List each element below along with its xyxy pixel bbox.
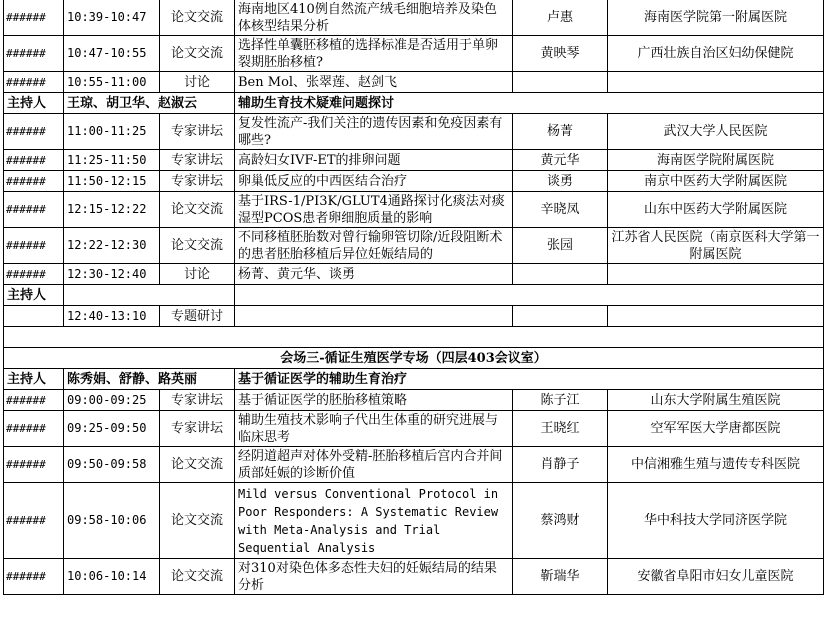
session-theme [235, 285, 824, 306]
date-cell: ###### [4, 0, 64, 36]
institution-cell: 山东中医药大学附属医院 [608, 192, 824, 228]
speaker-cell: 卢惠 [513, 0, 608, 36]
chair-row [4, 369, 824, 390]
date-cell: ###### [4, 411, 64, 447]
date-cell: ###### [4, 150, 64, 171]
speaker-cell: 蔡鸿财 [513, 483, 608, 559]
type-cell: 专家讲坛 [160, 390, 235, 411]
time-cell: 10:47-10:55 [64, 36, 160, 72]
institution-cell [608, 72, 824, 93]
type-cell: 专家讲坛 [160, 150, 235, 171]
type-cell: 专题研讨 [160, 306, 235, 327]
topic-cell [235, 306, 513, 327]
speaker-cell: 辛晓凤 [513, 192, 608, 228]
table-row [4, 150, 824, 171]
chair-label: 主持人 [4, 93, 64, 114]
chair-row [4, 285, 824, 306]
spacer-cell [4, 327, 824, 348]
spacer-row [4, 327, 824, 348]
speaker-cell [513, 264, 608, 285]
time-cell: 09:25-09:50 [64, 411, 160, 447]
date-cell: ###### [4, 559, 64, 595]
table-row [4, 72, 824, 93]
type-cell: 论文交流 [160, 447, 235, 483]
type-cell: 论文交流 [160, 192, 235, 228]
date-cell [4, 306, 64, 327]
institution-cell: 山东大学附属生殖医院 [608, 390, 824, 411]
time-cell: 12:30-12:40 [64, 264, 160, 285]
date-cell: ###### [4, 114, 64, 150]
topic-cell: Mild versus Conventional Protocol in Poor Responders: A Systematic Review with Meta-Analysis and Trial Sequential Analysis [235, 483, 513, 559]
type-cell: 专家讲坛 [160, 171, 235, 192]
time-cell: 10:55-11:00 [64, 72, 160, 93]
speaker-cell: 靳瑞华 [513, 559, 608, 595]
topic-cell: 卵巢低反应的中西医结合治疗 [235, 171, 513, 192]
chair-row [4, 93, 824, 114]
topic-cell: 经阴道超声对体外受精-胚胎移植后宫内合并间质部妊娠的诊断价值 [235, 447, 513, 483]
type-cell: 专家讲坛 [160, 114, 235, 150]
speaker-cell: 陈子江 [513, 390, 608, 411]
table-row [4, 171, 824, 192]
chair-names: 陈秀娟、舒静、路英丽 [64, 369, 235, 390]
type-cell: 讨论 [160, 72, 235, 93]
time-cell: 09:00-09:25 [64, 390, 160, 411]
date-cell: ###### [4, 171, 64, 192]
institution-cell [608, 306, 824, 327]
speaker-cell: 张园 [513, 228, 608, 264]
time-cell: 12:40-13:10 [64, 306, 160, 327]
table-row [4, 390, 824, 411]
venue-title: 会场三-循证生殖医学专场（四层403会议室） [4, 348, 824, 369]
institution-cell: 江苏省人民医院（南京医科大学第一附属医院 [608, 228, 824, 264]
topic-cell: 高龄妇女IVF-ET的排卵问题 [235, 150, 513, 171]
topic-cell: 基于IRS-1/PI3K/GLUT4通路探讨化痰法对痰湿型PCOS患者卵细胞质量的影响 [235, 192, 513, 228]
time-cell: 12:22-12:30 [64, 228, 160, 264]
table-row [4, 0, 824, 36]
chair-label: 主持人 [4, 285, 64, 306]
topic-cell: 杨菁、黄元华、谈勇 [235, 264, 513, 285]
institution-cell: 南京中医药大学附属医院 [608, 171, 824, 192]
table-row [4, 447, 824, 483]
type-cell: 论文交流 [160, 228, 235, 264]
institution-cell: 安徽省阜阳市妇女儿童医院 [608, 559, 824, 595]
date-cell: ###### [4, 447, 64, 483]
institution-cell: 海南医学院第一附属医院 [608, 0, 824, 36]
institution-cell: 空军军医大学唐都医院 [608, 411, 824, 447]
topic-cell: Ben Mol、张翠莲、赵剑飞 [235, 72, 513, 93]
date-cell: ###### [4, 36, 64, 72]
topic-cell: 不同移植胚胎数对曾行输卵管切除/近段阻断术的患者胚胎移植后异位妊娠结局的 [235, 228, 513, 264]
table-row [4, 192, 824, 228]
table-row [4, 114, 824, 150]
institution-cell: 广西壮族自治区妇幼保健院 [608, 36, 824, 72]
time-cell: 09:50-09:58 [64, 447, 160, 483]
topic-cell: 辅助生殖技术影响子代出生体重的研究进展与临床思考 [235, 411, 513, 447]
table-row [4, 264, 824, 285]
speaker-cell [513, 306, 608, 327]
type-cell: 专家讲坛 [160, 411, 235, 447]
date-cell: ###### [4, 72, 64, 93]
type-cell: 论文交流 [160, 0, 235, 36]
topic-cell: 选择性单囊胚移植的选择标准是否适用于单卵裂期胚胎移植? [235, 36, 513, 72]
chair-names [64, 285, 235, 306]
institution-cell [608, 264, 824, 285]
type-cell: 讨论 [160, 264, 235, 285]
table-row [4, 228, 824, 264]
speaker-cell [513, 72, 608, 93]
time-cell: 11:50-12:15 [64, 171, 160, 192]
time-cell: 11:25-11:50 [64, 150, 160, 171]
type-cell: 论文交流 [160, 559, 235, 595]
speaker-cell: 王晓红 [513, 411, 608, 447]
schedule-table [3, 0, 824, 595]
time-cell: 10:39-10:47 [64, 0, 160, 36]
time-cell: 11:00-11:25 [64, 114, 160, 150]
chair-names: 王琼、胡卫华、赵淑云 [64, 93, 235, 114]
speaker-cell: 杨菁 [513, 114, 608, 150]
venue-row [4, 348, 824, 369]
time-cell: 09:58-10:06 [64, 483, 160, 559]
topic-cell: 对310对染色体多态性夫妇的妊娠结局的结果分析 [235, 559, 513, 595]
institution-cell: 海南医学院附属医院 [608, 150, 824, 171]
speaker-cell: 谈勇 [513, 171, 608, 192]
table-row [4, 306, 824, 327]
date-cell: ###### [4, 228, 64, 264]
date-cell: ###### [4, 390, 64, 411]
session-theme: 辅助生育技术疑难问题探讨 [235, 93, 824, 114]
time-cell: 10:06-10:14 [64, 559, 160, 595]
institution-cell: 华中科技大学同济医学院 [608, 483, 824, 559]
institution-cell: 中信湘雅生殖与遗传专科医院 [608, 447, 824, 483]
type-cell: 论文交流 [160, 483, 235, 559]
topic-cell: 基于循证医学的胚胎移植策略 [235, 390, 513, 411]
speaker-cell: 肖静子 [513, 447, 608, 483]
speaker-cell: 黄元华 [513, 150, 608, 171]
chair-label: 主持人 [4, 369, 64, 390]
table-row [4, 36, 824, 72]
session-theme: 基于循证医学的辅助生育治疗 [235, 369, 824, 390]
institution-cell: 武汉大学人民医院 [608, 114, 824, 150]
time-cell: 12:15-12:22 [64, 192, 160, 228]
topic-cell: 复发性流产-我们关注的遗传因素和免疫因素有哪些? [235, 114, 513, 150]
date-cell: ###### [4, 483, 64, 559]
table-row [4, 411, 824, 447]
type-cell: 论文交流 [160, 36, 235, 72]
date-cell: ###### [4, 264, 64, 285]
speaker-cell: 黄映琴 [513, 36, 608, 72]
table-row [4, 483, 824, 559]
date-cell: ###### [4, 192, 64, 228]
table-row [4, 559, 824, 595]
topic-cell: 海南地区410例自然流产绒毛细胞培养及染色体核型结果分析 [235, 0, 513, 36]
